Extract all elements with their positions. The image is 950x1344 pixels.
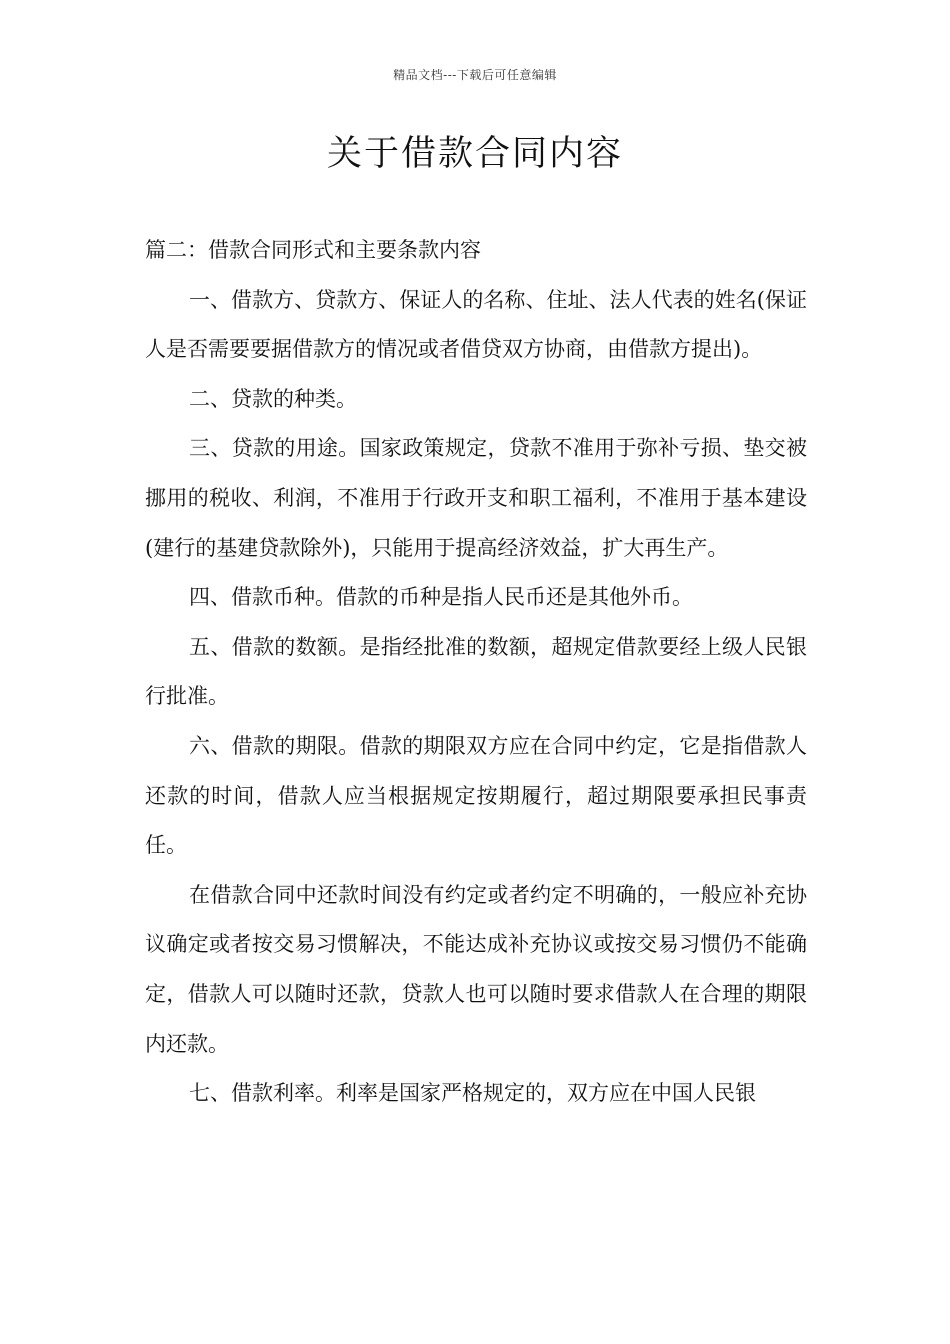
document-title: 关于借款合同内容 — [326, 134, 623, 174]
paragraph: 二、贷款的种类。 — [189, 386, 357, 411]
paragraph: 在借款合同中还款时间没有约定或者约定不明确的，一般应补充协议确定或者按交易习惯解决，不能达成补充协议或按交易习惯仍不能确定，借款人可以随时还款，贷款人也可以随时要求借款人在合理的期限内还款。 — [145, 882, 807, 1056]
header-note: 精品文档---下载后可任意编辑 — [393, 68, 557, 82]
paragraph: 七、借款利率。利率是国家严格规定的，双方应在中国人民银 — [189, 1081, 756, 1106]
paragraph: 三、贷款的用途。国家政策规定，贷款不准用于弥补亏损、垫交被挪用的税收、利润，不准用于行政开支和职工福利，不准用于基本建设(建行的基建贷款除外)，只能用于提高经济效益，扩大再生产。 — [145, 436, 807, 560]
document-body — [145, 226, 807, 1119]
paragraph: 四、借款币种。借款的币种是指人民币还是其他外币。 — [189, 585, 693, 610]
paragraph: 五、借款的数额。是指经批准的数额，超规定借款要经上级人民银行批准。 — [145, 634, 807, 709]
section-heading: 篇二：借款合同形式和主要条款内容 — [145, 238, 481, 262]
paragraph: 六、借款的期限。借款的期限双方应在合同中约定，它是指借款人还款的时间，借款人应当根据规定按期履行，超过期限要承担民事责任。 — [145, 733, 807, 858]
paragraph: 一、借款方、贷款方、保证人的名称、住址、法人代表的姓名(保证人是否需要要据借款方的情况或者借贷双方协商，由借款方提出)。 — [145, 287, 807, 362]
